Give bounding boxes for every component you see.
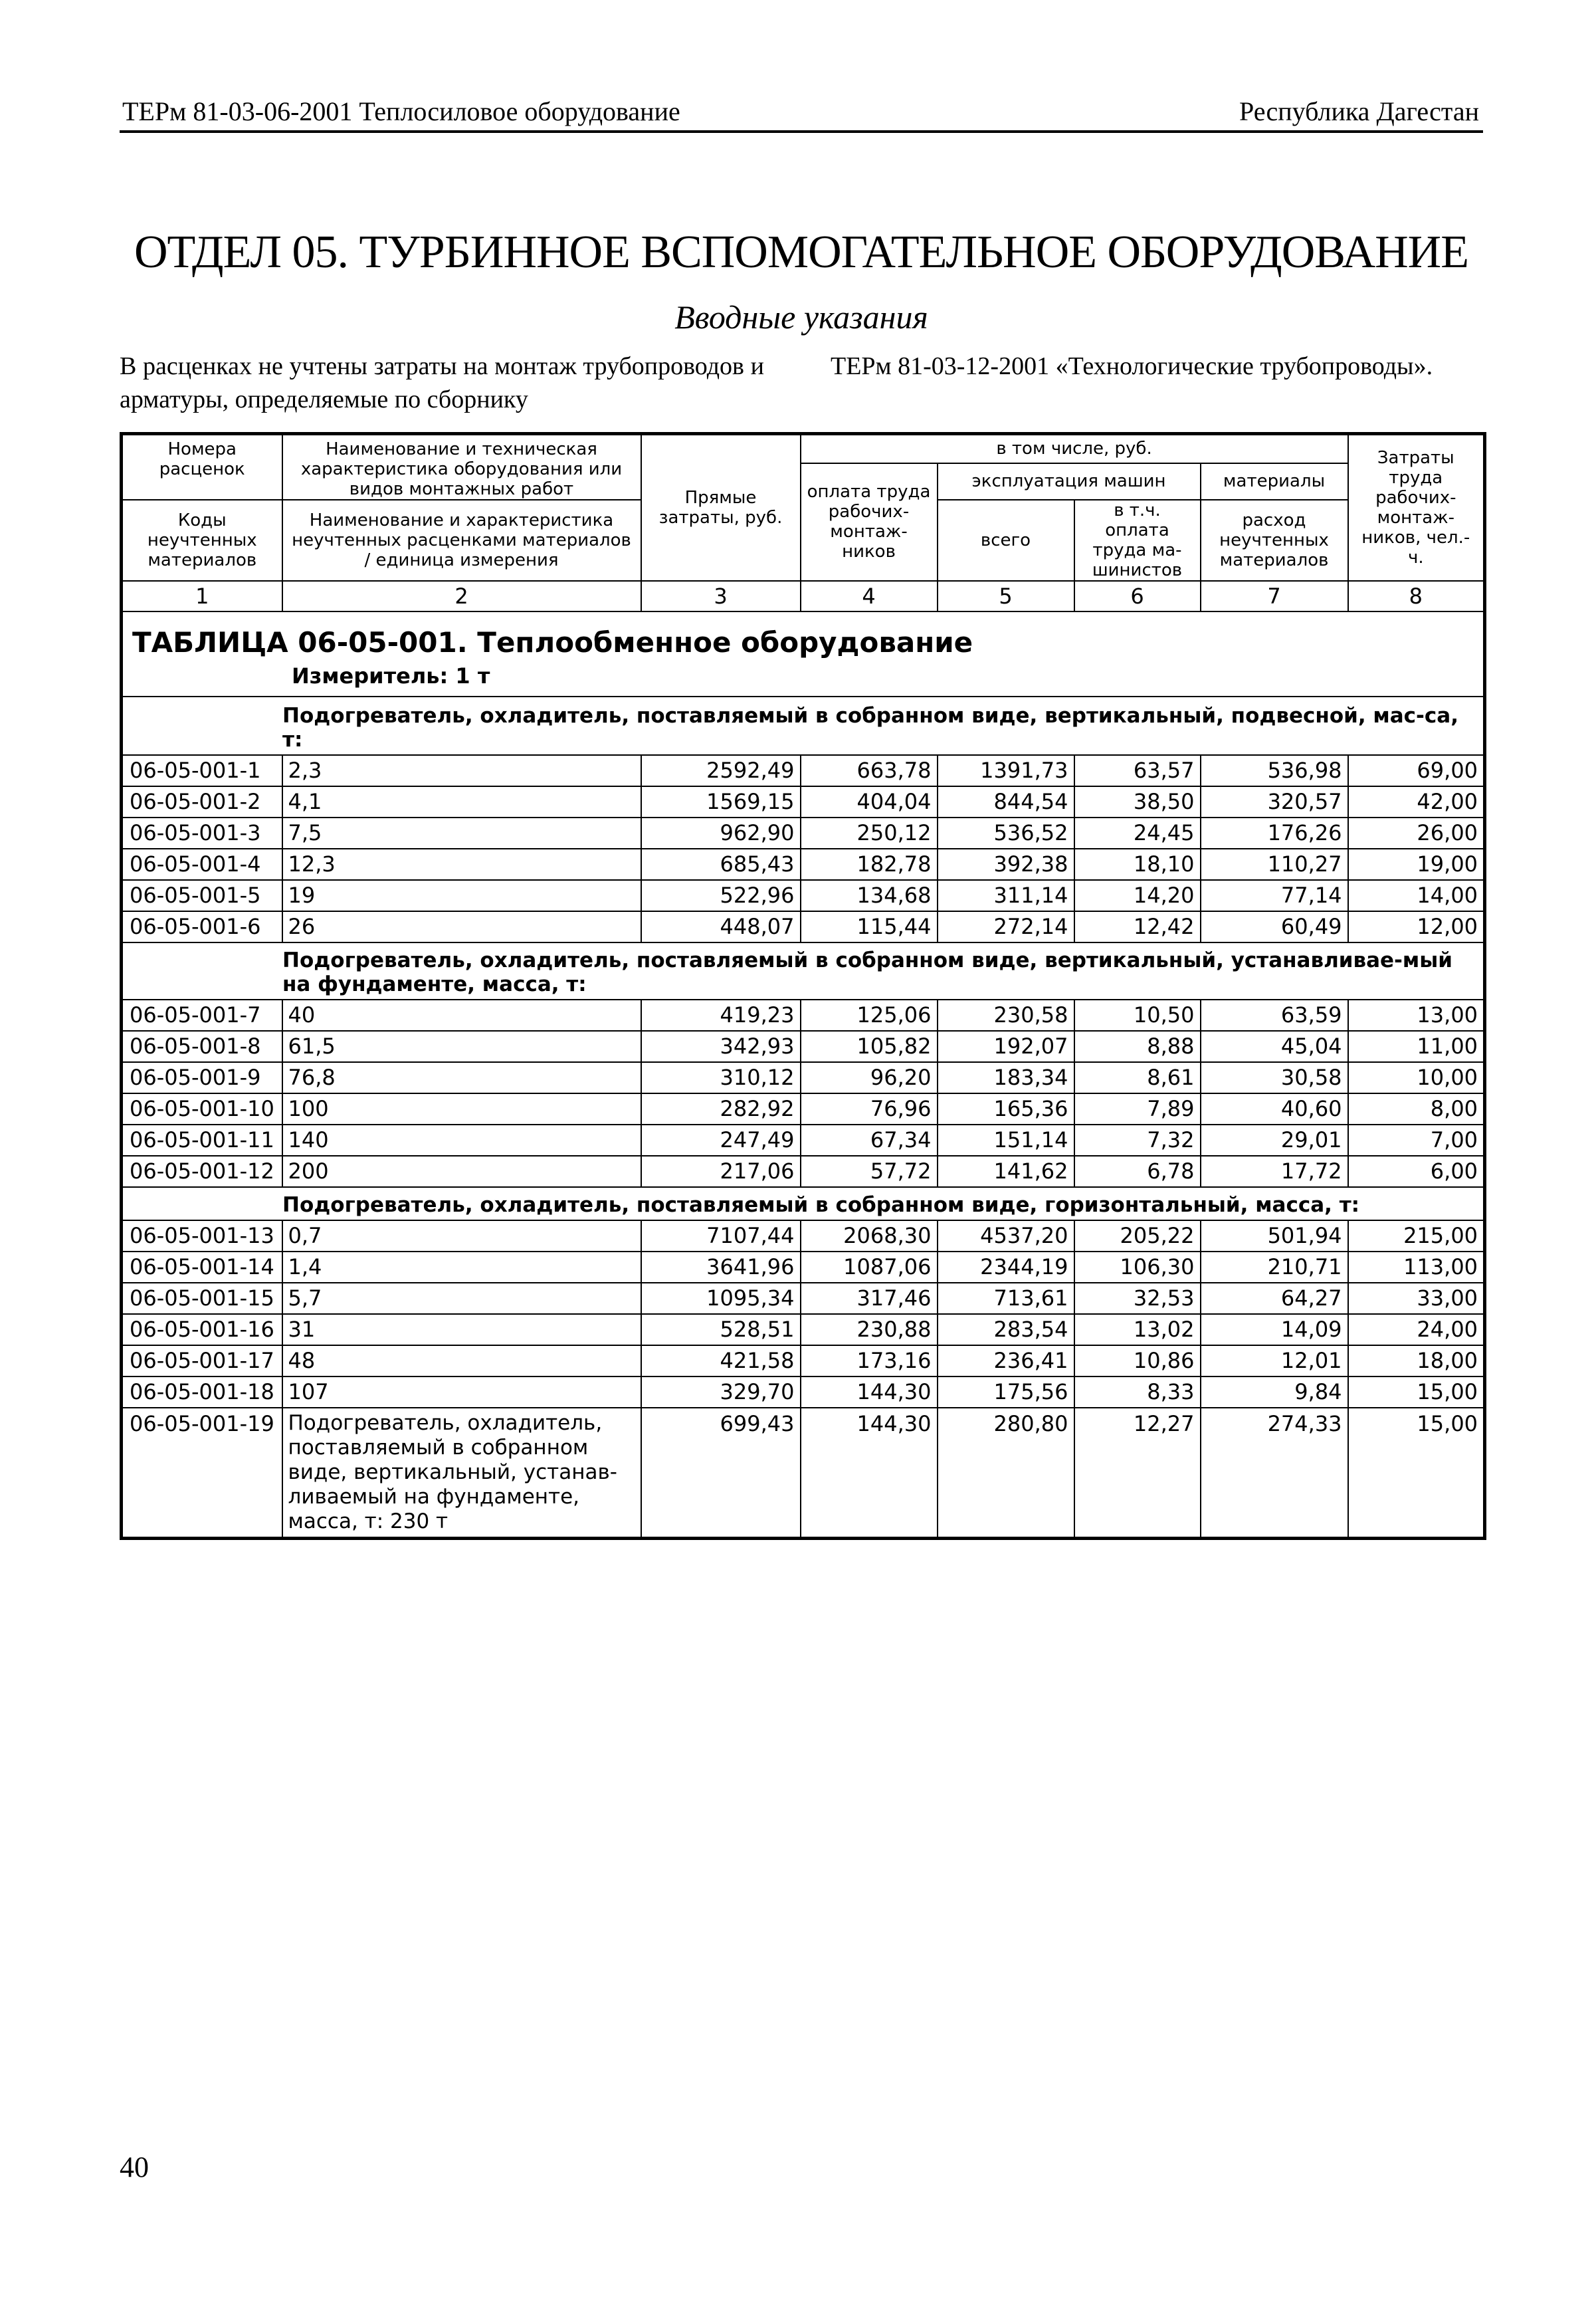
material-usage: 320,57 bbox=[1201, 786, 1348, 818]
rate-code: 06-05-001-12 bbox=[122, 1156, 282, 1187]
machines-total: 2344,19 bbox=[938, 1252, 1074, 1283]
rate-code: 06-05-001-7 bbox=[122, 1000, 282, 1031]
table-title: ТАБЛИЦА 06-05-001. Теплообменное оборудование bbox=[132, 626, 973, 659]
table-title-row bbox=[122, 611, 1485, 697]
labor-hours: 24,00 bbox=[1348, 1314, 1485, 1345]
material-usage: 45,04 bbox=[1201, 1031, 1348, 1062]
machines-total: 392,38 bbox=[938, 849, 1074, 880]
labor-hours: 215,00 bbox=[1348, 1220, 1485, 1252]
machines-total: 230,58 bbox=[938, 1000, 1074, 1031]
rate-description: 100 bbox=[282, 1093, 641, 1125]
table-row bbox=[122, 880, 1485, 911]
group-heading: Подогреватель, охладитель, поставляемый в собранном виде, горизонтальный, масса, т: bbox=[122, 1187, 1485, 1220]
direct-costs: 522,96 bbox=[641, 880, 801, 911]
machinist-pay: 13,02 bbox=[1074, 1314, 1201, 1345]
material-usage: 536,98 bbox=[1201, 755, 1348, 786]
direct-costs: 217,06 bbox=[641, 1156, 801, 1187]
worker-pay: 57,72 bbox=[801, 1156, 938, 1187]
rate-description: 107 bbox=[282, 1376, 641, 1408]
rate-code: 06-05-001-4 bbox=[122, 849, 282, 880]
column-number: 4 bbox=[801, 581, 938, 611]
table-row bbox=[122, 1252, 1485, 1283]
rate-description: 12,3 bbox=[282, 849, 641, 880]
machines-total: 192,07 bbox=[938, 1031, 1074, 1062]
direct-costs: 247,49 bbox=[641, 1125, 801, 1156]
rate-code: 06-05-001-11 bbox=[122, 1125, 282, 1156]
worker-pay: 144,30 bbox=[801, 1376, 938, 1408]
rate-description: 2,3 bbox=[282, 755, 641, 786]
table-row bbox=[122, 1062, 1485, 1093]
header-worker-pay: оплата труда рабочих-монтаж-ников bbox=[801, 463, 938, 582]
labor-hours: 15,00 bbox=[1348, 1408, 1485, 1539]
material-usage: 30,58 bbox=[1201, 1062, 1348, 1093]
labor-hours: 42,00 bbox=[1348, 786, 1485, 818]
rate-description: 0,7 bbox=[282, 1220, 641, 1252]
running-header-right: Республика Дагестан bbox=[1239, 96, 1479, 126]
column-number: 5 bbox=[938, 581, 1074, 611]
rate-code: 06-05-001-16 bbox=[122, 1314, 282, 1345]
worker-pay: 182,78 bbox=[801, 849, 938, 880]
machines-total: 1391,73 bbox=[938, 755, 1074, 786]
machines-total: 175,56 bbox=[938, 1376, 1074, 1408]
rates-table bbox=[120, 432, 1486, 1540]
intro-text-right: ТЕРм 81-03-12-2001 «Технологические трубопроводы». bbox=[831, 352, 1433, 380]
table-row bbox=[122, 1125, 1485, 1156]
group-heading: Подогреватель, охладитель, поставляемый в собранном виде, вертикальный, устанавливае-мый на фундаменте, масса, т: bbox=[122, 942, 1485, 1000]
material-usage: 40,60 bbox=[1201, 1093, 1348, 1125]
material-usage: 176,26 bbox=[1201, 818, 1348, 849]
material-usage: 64,27 bbox=[1201, 1283, 1348, 1314]
column-number: 8 bbox=[1348, 581, 1485, 611]
material-usage: 110,27 bbox=[1201, 849, 1348, 880]
machinist-pay: 10,86 bbox=[1074, 1345, 1201, 1376]
header-work-name: Наименование и техническая характеристика оборудования или видов монтажных работ bbox=[282, 434, 641, 500]
worker-pay: 1087,06 bbox=[801, 1252, 938, 1283]
direct-costs: 342,93 bbox=[641, 1031, 801, 1062]
rate-description: 4,1 bbox=[282, 786, 641, 818]
header-machines: эксплуатация машин bbox=[938, 463, 1201, 500]
material-usage: 63,59 bbox=[1201, 1000, 1348, 1031]
table-unit: Измеритель: 1 т bbox=[292, 663, 490, 689]
rate-description: 19 bbox=[282, 880, 641, 911]
machinist-pay: 18,10 bbox=[1074, 849, 1201, 880]
labor-hours: 13,00 bbox=[1348, 1000, 1485, 1031]
table-row bbox=[122, 1314, 1485, 1345]
worker-pay: 230,88 bbox=[801, 1314, 938, 1345]
header-machines-total: всего bbox=[938, 500, 1074, 581]
material-usage: 60,49 bbox=[1201, 911, 1348, 942]
worker-pay: 134,68 bbox=[801, 880, 938, 911]
labor-hours: 7,00 bbox=[1348, 1125, 1485, 1156]
direct-costs: 1095,34 bbox=[641, 1283, 801, 1314]
material-usage: 274,33 bbox=[1201, 1408, 1348, 1539]
column-number: 6 bbox=[1074, 581, 1201, 611]
labor-hours: 18,00 bbox=[1348, 1345, 1485, 1376]
header-labor-hours: Затраты труда рабочих-монтаж-ников, чел.-ч. bbox=[1348, 434, 1485, 582]
rate-description: 26 bbox=[282, 911, 641, 942]
rate-code: 06-05-001-15 bbox=[122, 1283, 282, 1314]
machines-total: 151,14 bbox=[938, 1125, 1074, 1156]
rate-code: 06-05-001-18 bbox=[122, 1376, 282, 1408]
column-number: 7 bbox=[1201, 581, 1348, 611]
table-row bbox=[122, 818, 1485, 849]
machinist-pay: 14,20 bbox=[1074, 880, 1201, 911]
machinist-pay: 6,78 bbox=[1074, 1156, 1201, 1187]
rate-description: 140 bbox=[282, 1125, 641, 1156]
machinist-pay: 8,33 bbox=[1074, 1376, 1201, 1408]
header-machinist-pay: в т.ч. оплата труда ма-шинистов bbox=[1074, 500, 1201, 581]
rate-code: 06-05-001-3 bbox=[122, 818, 282, 849]
machines-total: 4537,20 bbox=[938, 1220, 1074, 1252]
machinist-pay: 8,61 bbox=[1074, 1062, 1201, 1093]
table-row bbox=[122, 1000, 1485, 1031]
direct-costs: 282,92 bbox=[641, 1093, 801, 1125]
table-row bbox=[122, 1283, 1485, 1314]
rate-code: 06-05-001-19 bbox=[122, 1408, 282, 1539]
table-row bbox=[122, 1156, 1485, 1187]
direct-costs: 421,58 bbox=[641, 1345, 801, 1376]
table-row bbox=[122, 1031, 1485, 1062]
rate-code: 06-05-001-10 bbox=[122, 1093, 282, 1125]
labor-hours: 69,00 bbox=[1348, 755, 1485, 786]
direct-costs: 3641,96 bbox=[641, 1252, 801, 1283]
machinist-pay: 38,50 bbox=[1074, 786, 1201, 818]
column-number: 3 bbox=[641, 581, 801, 611]
machines-total: 844,54 bbox=[938, 786, 1074, 818]
worker-pay: 125,06 bbox=[801, 1000, 938, 1031]
direct-costs: 329,70 bbox=[641, 1376, 801, 1408]
section-title: ОТДЕЛ 05. ТУРБИННОЕ ВСПОМОГАТЕЛЬНОЕ ОБОРУДОВАНИЕ bbox=[134, 227, 1468, 278]
column-number: 1 bbox=[122, 581, 282, 611]
machines-total: 280,80 bbox=[938, 1408, 1074, 1539]
material-usage: 9,84 bbox=[1201, 1376, 1348, 1408]
running-header-left: ТЕРм 81-03-06-2001 Теплосиловое оборудование bbox=[122, 96, 680, 126]
direct-costs: 448,07 bbox=[641, 911, 801, 942]
rate-description: 61,5 bbox=[282, 1031, 641, 1062]
worker-pay: 76,96 bbox=[801, 1093, 938, 1125]
rate-description: Подогреватель, охладитель, поставляемый в собранном виде, вертикальный, устанав-ливаемый на фундаменте, масса, т: 230 т bbox=[282, 1408, 641, 1539]
direct-costs: 685,43 bbox=[641, 849, 801, 880]
labor-hours: 11,00 bbox=[1348, 1031, 1485, 1062]
machines-total: 283,54 bbox=[938, 1314, 1074, 1345]
rate-code: 06-05-001-14 bbox=[122, 1252, 282, 1283]
labor-hours: 6,00 bbox=[1348, 1156, 1485, 1187]
rate-description: 1,4 bbox=[282, 1252, 641, 1283]
worker-pay: 115,44 bbox=[801, 911, 938, 942]
table-row bbox=[122, 1220, 1485, 1252]
material-usage: 17,72 bbox=[1201, 1156, 1348, 1187]
direct-costs: 1569,15 bbox=[641, 786, 801, 818]
rate-code: 06-05-001-9 bbox=[122, 1062, 282, 1093]
machines-total: 165,36 bbox=[938, 1093, 1074, 1125]
header-direct-costs: Прямые затраты, руб. bbox=[641, 434, 801, 582]
rate-description: 7,5 bbox=[282, 818, 641, 849]
machinist-pay: 7,32 bbox=[1074, 1125, 1201, 1156]
table-row bbox=[122, 911, 1485, 942]
worker-pay: 105,82 bbox=[801, 1031, 938, 1062]
header-including: в том числе, руб. bbox=[801, 434, 1348, 463]
direct-costs: 2592,49 bbox=[641, 755, 801, 786]
rate-description: 76,8 bbox=[282, 1062, 641, 1093]
material-usage: 210,71 bbox=[1201, 1252, 1348, 1283]
group-heading-row bbox=[122, 942, 1485, 1000]
labor-hours: 33,00 bbox=[1348, 1283, 1485, 1314]
rate-description: 31 bbox=[282, 1314, 641, 1345]
group-heading: Подогреватель, охладитель, поставляемый в собранном виде, вертикальный, подвесной, мас-са, т: bbox=[122, 697, 1485, 755]
header-material-codes: Коды неучтенных материалов bbox=[122, 500, 282, 581]
machinist-pay: 8,88 bbox=[1074, 1031, 1201, 1062]
machinist-pay: 205,22 bbox=[1074, 1220, 1201, 1252]
machinist-pay: 24,45 bbox=[1074, 818, 1201, 849]
rate-code: 06-05-001-6 bbox=[122, 911, 282, 942]
material-usage: 12,01 bbox=[1201, 1345, 1348, 1376]
direct-costs: 7107,44 bbox=[641, 1220, 801, 1252]
labor-hours: 19,00 bbox=[1348, 849, 1485, 880]
worker-pay: 663,78 bbox=[801, 755, 938, 786]
rate-description: 200 bbox=[282, 1156, 641, 1187]
machines-total: 272,14 bbox=[938, 911, 1074, 942]
worker-pay: 2068,30 bbox=[801, 1220, 938, 1252]
material-usage: 14,09 bbox=[1201, 1314, 1348, 1345]
header-rate-numbers: Номера расценок bbox=[122, 434, 282, 500]
direct-costs: 528,51 bbox=[641, 1314, 801, 1345]
labor-hours: 26,00 bbox=[1348, 818, 1485, 849]
table-row bbox=[122, 786, 1485, 818]
material-usage: 501,94 bbox=[1201, 1220, 1348, 1252]
worker-pay: 317,46 bbox=[801, 1283, 938, 1314]
table-row bbox=[122, 755, 1485, 786]
labor-hours: 12,00 bbox=[1348, 911, 1485, 942]
worker-pay: 250,12 bbox=[801, 818, 938, 849]
header-rule bbox=[120, 130, 1483, 133]
labor-hours: 8,00 bbox=[1348, 1093, 1485, 1125]
machines-total: 141,62 bbox=[938, 1156, 1074, 1187]
labor-hours: 113,00 bbox=[1348, 1252, 1485, 1283]
column-numbers-row bbox=[122, 581, 1485, 611]
machinist-pay: 10,50 bbox=[1074, 1000, 1201, 1031]
table-title-cell bbox=[122, 611, 1485, 697]
rate-description: 40 bbox=[282, 1000, 641, 1031]
machines-total: 536,52 bbox=[938, 818, 1074, 849]
intro-text-left: В расценках не учтены затраты на монтаж трубопроводов и арматуры, определяемые по сборнику bbox=[120, 352, 764, 413]
machines-total: 236,41 bbox=[938, 1345, 1074, 1376]
machinist-pay: 7,89 bbox=[1074, 1093, 1201, 1125]
rate-code: 06-05-001-8 bbox=[122, 1031, 282, 1062]
worker-pay: 144,30 bbox=[801, 1408, 938, 1539]
table-row bbox=[122, 1093, 1485, 1125]
machinist-pay: 106,30 bbox=[1074, 1252, 1201, 1283]
machinist-pay: 12,42 bbox=[1074, 911, 1201, 942]
header-material-usage: расход неучтенных материалов bbox=[1201, 500, 1348, 581]
machines-total: 713,61 bbox=[938, 1283, 1074, 1314]
section-subtitle: Вводные указания bbox=[674, 298, 928, 336]
group-heading-row bbox=[122, 697, 1485, 755]
group-heading-row bbox=[122, 1187, 1485, 1220]
rate-description: 5,7 bbox=[282, 1283, 641, 1314]
rate-code: 06-05-001-13 bbox=[122, 1220, 282, 1252]
direct-costs: 962,90 bbox=[641, 818, 801, 849]
direct-costs: 310,12 bbox=[641, 1062, 801, 1093]
worker-pay: 173,16 bbox=[801, 1345, 938, 1376]
rate-code: 06-05-001-17 bbox=[122, 1345, 282, 1376]
material-usage: 29,01 bbox=[1201, 1125, 1348, 1156]
header-material-names: Наименование и характеристика неучтенных расценками материалов / единица измерения bbox=[282, 500, 641, 581]
column-number: 2 bbox=[282, 581, 641, 611]
table-row bbox=[122, 1376, 1485, 1408]
labor-hours: 14,00 bbox=[1348, 880, 1485, 911]
labor-hours: 15,00 bbox=[1348, 1376, 1485, 1408]
rate-code: 06-05-001-1 bbox=[122, 755, 282, 786]
rate-code: 06-05-001-5 bbox=[122, 880, 282, 911]
table-row bbox=[122, 1408, 1485, 1539]
machinist-pay: 12,27 bbox=[1074, 1408, 1201, 1539]
material-usage: 77,14 bbox=[1201, 880, 1348, 911]
machines-total: 183,34 bbox=[938, 1062, 1074, 1093]
labor-hours: 10,00 bbox=[1348, 1062, 1485, 1093]
table-row bbox=[122, 849, 1485, 880]
rate-description: 48 bbox=[282, 1345, 641, 1376]
rate-code: 06-05-001-2 bbox=[122, 786, 282, 818]
table-row bbox=[122, 1345, 1485, 1376]
machinist-pay: 63,57 bbox=[1074, 755, 1201, 786]
worker-pay: 404,04 bbox=[801, 786, 938, 818]
worker-pay: 67,34 bbox=[801, 1125, 938, 1156]
direct-costs: 699,43 bbox=[641, 1408, 801, 1539]
direct-costs: 419,23 bbox=[641, 1000, 801, 1031]
page-number: 40 bbox=[120, 2151, 149, 2183]
machines-total: 311,14 bbox=[938, 880, 1074, 911]
header-materials: материалы bbox=[1201, 463, 1348, 500]
machinist-pay: 32,53 bbox=[1074, 1283, 1201, 1314]
worker-pay: 96,20 bbox=[801, 1062, 938, 1093]
